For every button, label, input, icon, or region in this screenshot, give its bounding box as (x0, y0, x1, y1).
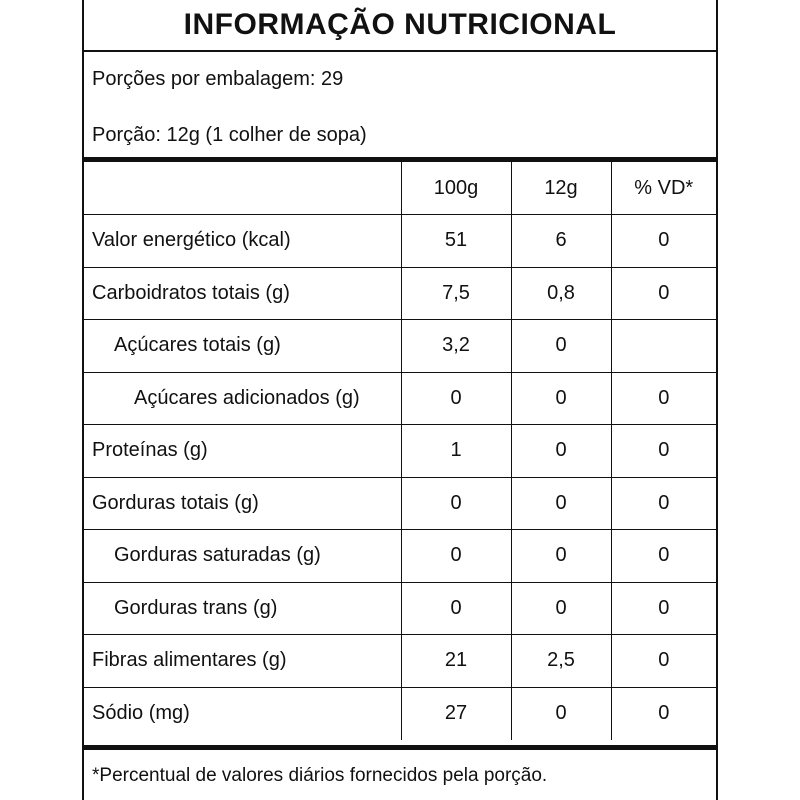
nutrient-name: Açúcares adicionados (g) (84, 372, 401, 425)
value-100g: 51 (401, 215, 511, 268)
nutrient-name: Fibras alimentares (g) (84, 635, 401, 688)
value-100g: 0 (401, 582, 511, 635)
value-100g: 0 (401, 530, 511, 583)
header-cell-nutrient (84, 162, 401, 215)
nutrition-label (82, 0, 718, 800)
header-row (84, 162, 716, 215)
nutrient-name: Gorduras totais (g) (84, 477, 401, 530)
table-row (84, 582, 716, 635)
value-vd: 0 (611, 477, 716, 530)
value-100g: 27 (401, 687, 511, 740)
value-portion: 0,8 (511, 267, 611, 320)
value-vd: 0 (611, 267, 716, 320)
footnote: *Percentual de valores diários fornecidos pela porção. (92, 765, 548, 786)
value-100g: 21 (401, 635, 511, 688)
value-vd: 0 (611, 687, 716, 740)
table-row (84, 372, 716, 425)
value-100g: 7,5 (401, 267, 511, 320)
value-vd: 0 (611, 530, 716, 583)
value-portion: 0 (511, 320, 611, 373)
serving-size: Porção: 12g (1 colher de sopa) (92, 124, 367, 146)
value-100g: 3,2 (401, 320, 511, 373)
nutrient-name: Gorduras saturadas (g) (84, 530, 401, 583)
table-row (84, 477, 716, 530)
nutrient-name: Sódio (mg) (84, 687, 401, 740)
nutrient-name: Gorduras trans (g) (84, 582, 401, 635)
value-vd: 0 (611, 425, 716, 478)
label-title: INFORMAÇÃO NUTRICIONAL (84, 0, 716, 52)
value-vd: 0 (611, 582, 716, 635)
value-100g: 1 (401, 425, 511, 478)
value-vd: 0 (611, 372, 716, 425)
value-portion: 6 (511, 215, 611, 268)
table-row (84, 215, 716, 268)
header-cell-vd: % VD* (611, 162, 716, 215)
nutrient-name: Proteínas (g) (84, 425, 401, 478)
header-cell-portion: 12g (511, 162, 611, 215)
value-portion: 0 (511, 372, 611, 425)
value-vd: 0 (611, 635, 716, 688)
header-cell-100g: 100g (401, 162, 511, 215)
nutrient-name: Açúcares totais (g) (84, 320, 401, 373)
value-vd: 0 (611, 215, 716, 268)
nutrient-name: Valor energético (kcal) (84, 215, 401, 268)
value-portion: 0 (511, 425, 611, 478)
value-portion: 0 (511, 530, 611, 583)
table-row (84, 635, 716, 688)
value-portion: 2,5 (511, 635, 611, 688)
value-portion: 0 (511, 582, 611, 635)
nutrient-name: Carboidratos totais (g) (84, 267, 401, 320)
table-row (84, 320, 716, 373)
table-row (84, 425, 716, 478)
table-row (84, 530, 716, 583)
servings-per-package: Porções por embalagem: 29 (92, 68, 344, 90)
nutrition-table (84, 162, 716, 740)
value-portion: 0 (511, 477, 611, 530)
table-row (84, 687, 716, 740)
table-row (84, 267, 716, 320)
value-portion: 0 (511, 687, 611, 740)
value-100g: 0 (401, 477, 511, 530)
divider-bottom (84, 745, 716, 750)
value-vd (611, 320, 716, 373)
value-100g: 0 (401, 372, 511, 425)
